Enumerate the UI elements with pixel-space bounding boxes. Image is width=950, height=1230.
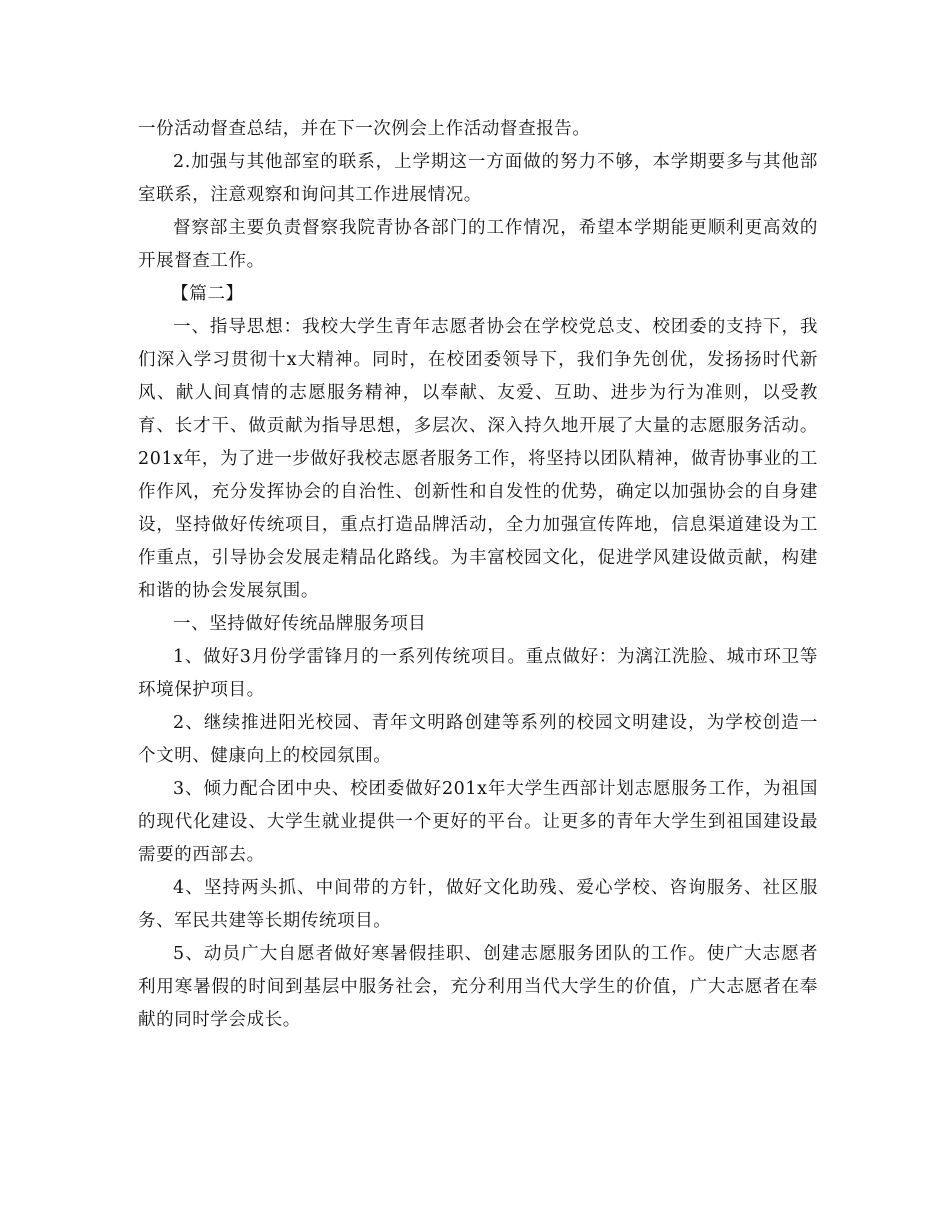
paragraph-supervision-summary: 督察部主要负责督察我院青协各部门的工作情况，希望本学期能更顺利更高效的开展督查工作。 [138, 218, 818, 271]
list-item-1: 1、做好3月份学雷锋月的一系列传统项目。重点做好：为漓江洗脸、城市环卫等环境保护项目。 [138, 647, 818, 700]
document-body [138, 113, 818, 1037]
subheading-traditional-projects: 一、坚持做好传统品牌服务项目 [173, 614, 427, 634]
paragraph-liaison: 2.加强与其他部室的联系，上学期这一方面做的努力不够，本学期要多与其他部室联系，注意观察和询问其工作进展情况。 [138, 152, 818, 205]
list-item-5: 5、动员广大自愿者做好寒暑假挂职、创建志愿服务团队的工作。使广大志愿者利用寒暑假的时间到基层中服务社会，充分利用当代大学生的价值，广大志愿者在奉献的同时学会成长。 [138, 944, 818, 1030]
section-heading-part-two: 【篇二】 [171, 284, 244, 304]
list-item-3: 3、倾力配合团中央、校团委做好201x年大学生西部计划志愿服务工作，为祖国的现代化建设、大学生就业提供一个更好的平台。让更多的青年大学生到祖国建设最需要的西部去。 [138, 779, 818, 865]
paragraph-guiding-ideology: 一、指导思想：我校大学生青年志愿者协会在学校党总支、校团委的支持下，我们深入学习贯彻十x大精神。同时，在校团委领导下，我们争先创优，发扬扬时代新风、献人间真情的志愿服务精神，以奉献、友爱、互助、进步为行为准则，以受教育、长才干、做贡献为指导思想，多层次、深入持久地开展了大量的志愿服务活动。201x年，为了进一步做好我校志愿者服务工作，将坚持以团队精神，做青协事业的工作作风，充分发挥协会的自治性、创新性和自发性的优势，确定以加强协会的自身建设，坚持做好传统项目，重点打造品牌活动，全力加强宣传阵地，信息渠道建设为工作重点，引导协会发展走精品化路线。为丰富校园文化，促进学风建设做贡献，构建和谐的协会发展氛围。 [138, 317, 818, 601]
list-item-4: 4、坚持两头抓、中间带的方针，做好文化助残、爱心学校、咨询服务、社区服务、军民共建等长期传统项目。 [138, 878, 818, 931]
paragraph-continuation: 一份活动督查总结，并在下一次例会上作活动督查报告。 [138, 119, 591, 139]
list-item-2: 2、继续推进阳光校园、青年文明路创建等系列的校园文明建设，为学校创造一个文明、健康向上的校园氛围。 [138, 713, 818, 766]
